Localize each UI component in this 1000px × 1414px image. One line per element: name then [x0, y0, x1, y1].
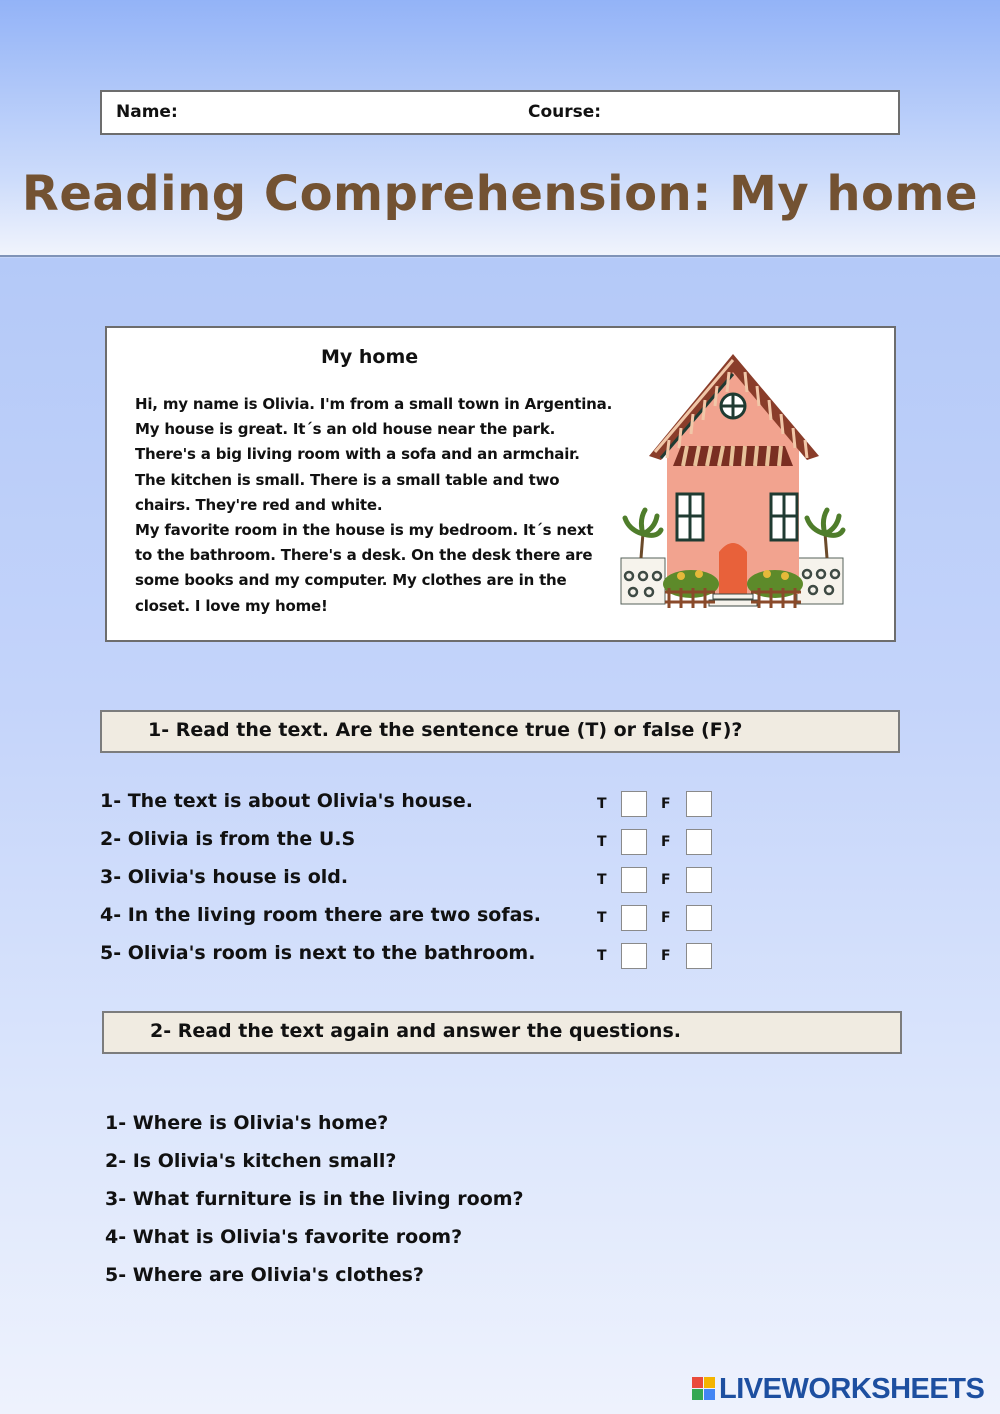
- house-illustration: [619, 348, 847, 610]
- tf-item: [100, 900, 740, 938]
- reading-text: [135, 392, 613, 619]
- false-label: F: [661, 796, 671, 812]
- question-item: 5- Where are Olivia's clothes?: [105, 1264, 424, 1286]
- tf-statement: 4- In the living room there are two sofas.: [100, 904, 541, 926]
- tf-item: [100, 824, 740, 862]
- tf-statement: 5- Olivia's room is next to the bathroom.: [100, 942, 536, 964]
- false-checkbox[interactable]: [686, 867, 712, 893]
- true-checkbox[interactable]: [621, 791, 647, 817]
- tf-item: [100, 938, 740, 976]
- course-label: Course:: [528, 102, 602, 122]
- true-label: T: [597, 796, 607, 812]
- reading-line: My house is great. It´s an old house near the park.: [135, 420, 556, 439]
- true-checkbox[interactable]: [621, 943, 647, 969]
- false-checkbox[interactable]: [686, 905, 712, 931]
- reading-line: Hi, my name is Olivia. I'm from a small town in Argentina.: [135, 395, 613, 413]
- false-label: F: [661, 834, 671, 850]
- reading-line: closet. I love my home!: [135, 596, 328, 615]
- question-item: 1- Where is Olivia's home?: [105, 1112, 389, 1134]
- page-title: Reading Comprehension: My home: [21, 166, 979, 222]
- section-2-instruction: 2- Read the text again and answer the questions.: [102, 1011, 902, 1054]
- section-1-instruction: 1- Read the text. Are the sentence true (T) or false (F)?: [100, 710, 900, 753]
- true-label: T: [597, 872, 607, 888]
- tf-statement: 1- The text is about Olivia's house.: [100, 790, 473, 812]
- question-item: 4- What is Olivia's favorite room?: [105, 1226, 463, 1248]
- reading-line: My favorite room in the house is my bedroom. It´s next: [135, 521, 594, 540]
- true-label: T: [597, 834, 607, 850]
- true-label: T: [597, 948, 607, 964]
- false-label: F: [661, 910, 671, 926]
- tf-statement: 3- Olivia's house is old.: [100, 866, 349, 888]
- reading-title: My home: [321, 346, 419, 368]
- true-label: T: [597, 910, 607, 926]
- reading-line: some books and my computer. My clothes are in the: [135, 571, 567, 590]
- true-false-list: [100, 786, 740, 976]
- false-label: F: [661, 948, 671, 964]
- name-course-box: [100, 90, 900, 135]
- reading-line: chairs. They're red and white.: [135, 495, 383, 514]
- tf-statement: 2- Olivia is from the U.S: [100, 828, 356, 850]
- false-checkbox[interactable]: [686, 943, 712, 969]
- false-checkbox[interactable]: [686, 829, 712, 855]
- reading-line: to the bathroom. There's a desk. On the desk there are: [135, 546, 593, 565]
- name-label: Name:: [116, 102, 178, 122]
- true-checkbox[interactable]: [621, 905, 647, 931]
- question-list: [105, 1108, 705, 1298]
- liveworksheets-logo: [692, 1374, 984, 1404]
- question-item: 2- Is Olivia's kitchen small?: [105, 1150, 397, 1172]
- reading-line: There's a big living room with a sofa and an armchair.: [135, 445, 580, 464]
- question-item: 3- What furniture is in the living room?: [105, 1188, 524, 1210]
- true-checkbox[interactable]: [621, 867, 647, 893]
- reading-line: The kitchen is small. There is a small table and two: [135, 470, 560, 489]
- logo-mark-icon: [692, 1377, 716, 1401]
- tf-item: [100, 786, 740, 824]
- true-checkbox[interactable]: [621, 829, 647, 855]
- false-label: F: [661, 872, 671, 888]
- logo-text: LIVEWORKSHEETS: [719, 1372, 985, 1405]
- false-checkbox[interactable]: [686, 791, 712, 817]
- reading-passage-box: [105, 326, 896, 642]
- tf-item: [100, 862, 740, 900]
